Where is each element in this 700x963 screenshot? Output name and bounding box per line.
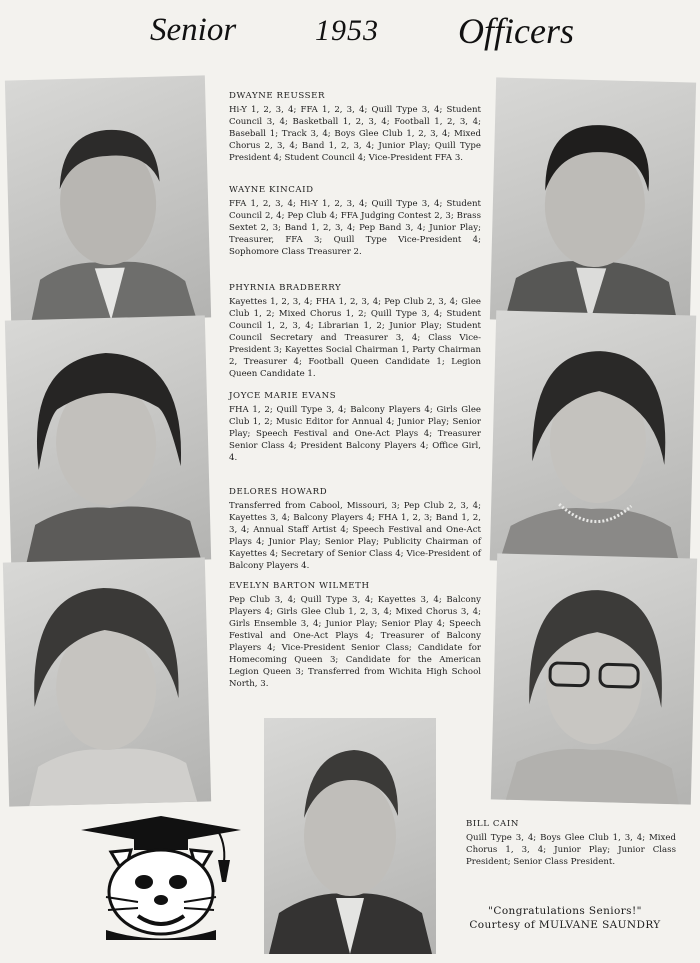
officer-name: WAYNE KINCAID xyxy=(229,185,314,195)
portrait-wayne-kincaid xyxy=(490,77,696,324)
officer-activities: Pep Club 3, 4; Quill Type 3, 4; Kayettes 3, 4; Balcony Players 4; Girls Glee Club 1, 2, 3, 4; Mixed Chorus 3, 4; Girls Ensemble 3, 4; Junior Play; Senior Play 4; Speech Festival and One-Act Plays 4; Treasurer of Balcony Players 4; Vice-President Senior Class; Candidate for Homecoming Queen 3; Candidate for the American Legion Queen 3; Transferred from Wichita High School North, 3. xyxy=(229,595,481,689)
officer-name: BILL CAIN xyxy=(466,819,519,829)
officer-activities: Transferred from Cabool, Missouri, 3; Pep Club 2, 3, 4; Kayettes 3, 4; Balcony Players 4; FHA 1, 2, 3; Band 1, 2, 3, 4; Annual Staff Artist 4; Speech Festival and One-Act Plays 4; Junior Play; Senior Play; Publicity Chairman of Kayettes 4; Secretary of Senior Class 4; Vice-President of Balcony Players 4. xyxy=(229,501,481,571)
officer-activities: FFA 1, 2, 3, 4; Hi-Y 1, 2, 3, 4; Quill Type 3, 4; Student Council 2, 4; Pep Club 4; FFA Judging Contest 2, 3; Brass Sextet 2, 3; Band 1, 2, 3, 4; Pep Band 3, 4; Junior Play; Treasurer, FFA 3; Quill Type Vice-President 4; Sophomore Class Treasurer 2. xyxy=(229,199,481,257)
portrait-dwayne-reusser xyxy=(5,75,211,322)
title-senior: Senior xyxy=(150,12,237,48)
portrait-delores-howard xyxy=(3,557,211,806)
bio-joyce-marie-evans xyxy=(229,390,481,464)
portrait-joyce-marie-evans xyxy=(490,310,696,565)
title-year: 1953 xyxy=(315,14,379,47)
officer-activities: Hi-Y 1, 2, 3, 4; FFA 1, 2, 3, 4; Quill Type 3, 4; Student Council 3, 4; Basketball 1, 2, 3, 4; Football 1, 2, 3, 4; Baseball 1; Track 3, 4; Boys Glee Club 1, 2, 3, 4; Mixed Chorus 2, 3, 4; Band 1, 2, 3, 4; Junior Play; Quill Type President 4; Student Council 4; Vice-President FFA 3. xyxy=(229,105,481,163)
officer-name: EVELYN BARTON WILMETH xyxy=(229,581,370,591)
bio-dwayne-reusser xyxy=(229,90,481,164)
credit-line-1: "Congratulations Seniors!" xyxy=(488,905,642,917)
officer-name: DWAYNE REUSSER xyxy=(229,91,326,101)
wildcat-graduate-mascot xyxy=(76,812,246,942)
bio-delores-howard xyxy=(229,486,481,572)
officer-activities: Quill Type 3, 4; Boys Glee Club 1, 3, 4; Mixed Chorus 1, 3, 4; Junior Play; Junior Class President; Senior Class President. xyxy=(466,833,676,867)
officer-activities: FHA 1, 2; Quill Type 3, 4; Balcony Players 4; Girls Glee Club 1, 2; Music Editor for Annual 4; Junior Play; Senior Play; Speech Festival and One-Act Plays 4; Treasurer Senior Class 4; President Balcony Players 4; Office Girl, 4. xyxy=(229,405,481,463)
portrait-evelyn-barton-wilmeth xyxy=(491,553,697,804)
title-officers: Officers xyxy=(458,11,574,51)
portrait-bill-cain xyxy=(264,718,436,954)
officer-activities: Kayettes 1, 2, 3, 4; FHA 1, 2, 3, 4; Pep Club 2, 3, 4; Glee Club 1, 2; Mixed Chorus 1, 2; Quill Type 3, 4; Student Council 1, 2, 3, 4; Librarian 1, 2; Junior Play; Student Council Secretary and Treasurer 3, 4; Class Vice-President 3; Kayettes Social Chairman 1, Party Chairman 2, Treasurer 4; Football Queen Candidate 1; Legion Queen Candidate 1. xyxy=(229,297,481,379)
bio-phyrnia-bradberry xyxy=(229,282,481,380)
portrait-phyrnia-bradberry xyxy=(5,315,211,564)
officer-name: DELORES HOWARD xyxy=(229,487,328,497)
officer-name: PHYRNIA BRADBERRY xyxy=(229,283,342,293)
credit-line-2: Courtesy of MULVANE SAUNDRY xyxy=(469,919,661,931)
sponsor-credit xyxy=(430,904,700,932)
bio-wayne-kincaid xyxy=(229,184,481,258)
bio-bill-cain xyxy=(466,818,676,868)
officer-name: JOYCE MARIE EVANS xyxy=(229,391,337,401)
bio-evelyn-barton-wilmeth xyxy=(229,580,481,690)
